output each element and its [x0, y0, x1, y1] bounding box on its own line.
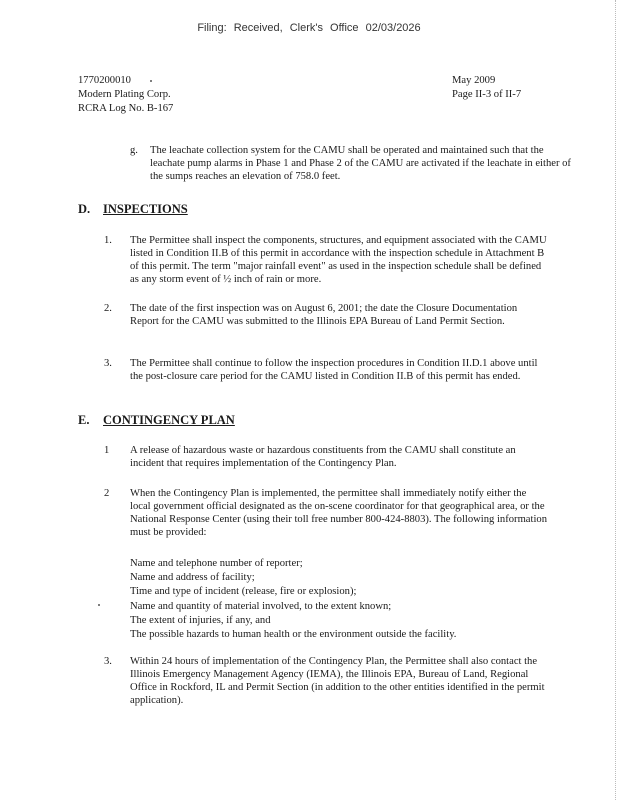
- item-text: The Permittee shall continue to follow the inspection procedures in Condition II.D.1 above until the post-closure care period for the CAMU listed in Condition II.B of this permit has ended.: [130, 358, 538, 382]
- item-text: The date of the first inspection was on August 6, 2001; the date the Closure Documentation Report for the CAMU was submitted to the Illinois EPA Bureau of Land Permit Section.: [130, 303, 518, 327]
- section-letter: D.: [78, 202, 91, 216]
- header-left: [78, 74, 173, 116]
- scan-edge: [609, 0, 616, 800]
- company-name: Modern Plating Corp.: [78, 89, 171, 100]
- item-text: The leachate collection system for the CAMU shall be operated and maintained such that the leachate pump alarms in Phase 1 and Phase 2 of the CAMU are activated if the leachate in either of the sumps reaches an elevation of 758.0 feet.: [150, 145, 571, 182]
- page-number: Page II-3 of II-7: [452, 89, 522, 100]
- item-number: 3.: [104, 656, 112, 667]
- doc-date: May 2009: [452, 75, 496, 86]
- item-text: The Permittee shall inspect the components, structures, and equipment associated with the CAMU listed in Condition II.B of this permit in accordance with the inspection schedule in Attachment B of this permit. The term "major rainfall event" as used in the inspection schedule shall be defined as any storm event of ½ inch of rain or more.: [130, 235, 547, 285]
- item-number: 3.: [104, 358, 112, 369]
- item-text: Within 24 hours of implementation of the Contingency Plan, the Permittee shall also contact the Illinois Emergency Management Agency (IEMA), the Illinois EPA, Bureau of Land, Regional Office in Rockford, IL and Permit Section (in addition to the other entities identified in the permit application).: [130, 656, 545, 706]
- item-number: 2: [104, 488, 110, 499]
- info-line: The extent of injuries, if any, and: [130, 614, 271, 626]
- info-line: Name and telephone number of reporter;: [130, 558, 303, 569]
- info-line: The possible hazards to human health or the environment outside the facility.: [130, 628, 457, 640]
- scan-speck: [150, 80, 152, 82]
- scan-speck: [98, 604, 100, 606]
- item-text: A release of hazardous waste or hazardous constituents from the CAMU shall constitute an incident that requires implementation of the Contingency Plan.: [130, 445, 516, 469]
- item-number: 1: [104, 445, 110, 456]
- section-letter: E.: [78, 413, 90, 427]
- section-title: CONTINGENCY PLAN: [103, 413, 235, 427]
- permit-number: 1770200010: [78, 75, 131, 86]
- item-text: When the Contingency Plan is implemented, the permittee shall immediately notify either the local government official designated as the on-scene coordinator for that geographical area, or the National Response Center (using their toll free number 800-424-8803). The following information must be provided:: [130, 488, 547, 538]
- item-number: 1.: [104, 235, 112, 246]
- item-label: g.: [130, 145, 138, 156]
- rcra-log: RCRA Log No. B-167: [78, 103, 174, 114]
- info-line: Name and address of facility;: [130, 572, 255, 584]
- filing-stamp: Filing: Received, Clerk's Office 02/03/2026: [197, 22, 421, 34]
- section-title: INSPECTIONS: [103, 202, 188, 216]
- info-line: Name and quantity of material involved, to the extent known;: [130, 600, 392, 612]
- info-line: Time and type of incident (release, fire or explosion);: [130, 586, 357, 598]
- header-right: [452, 74, 521, 102]
- item-number: 2.: [104, 303, 112, 314]
- required-info-list: [130, 557, 570, 642]
